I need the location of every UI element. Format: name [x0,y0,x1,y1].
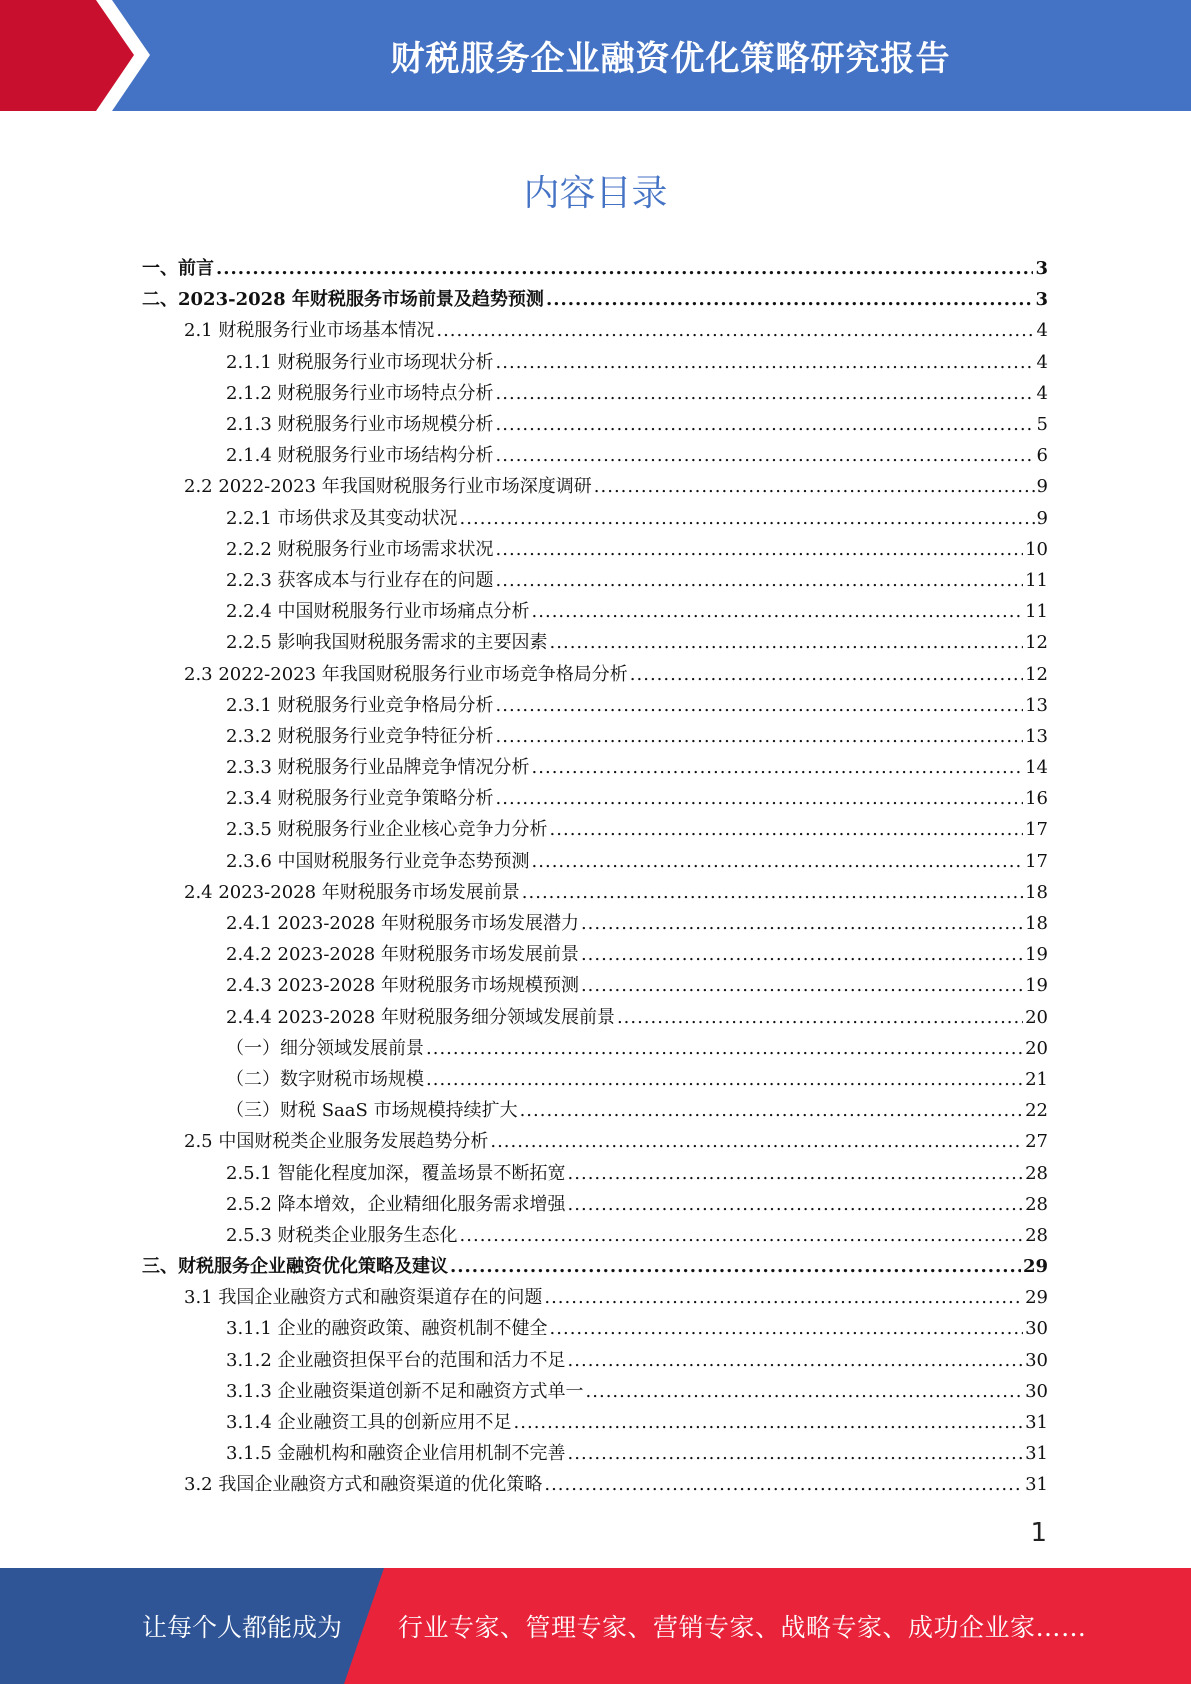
toc-entry-label: （一）细分领域发展前景 [226,1037,424,1059]
toc-heading: 内容目录 [523,173,668,214]
toc-leader-dots [522,877,1023,908]
toc-entry-page: 16 [1025,788,1048,810]
toc-entry[interactable] [142,596,1048,627]
toc-entry[interactable] [142,503,1048,534]
toc-entry-page: 30 [1025,1318,1048,1340]
toc-entry-page: 5 [1036,414,1048,436]
toc-leader-dots [532,846,1024,877]
toc-entry-label: 2.4.2 2023-2028 年财税服务市场发展前景 [226,944,579,966]
toc-leader-dots [594,471,1035,502]
toc-entry-label: 2.5 中国财税类企业服务发展趋势分析 [184,1131,489,1153]
toc-entry-page: 19 [1025,944,1048,966]
toc-leader-dots [496,565,1024,596]
page-number: 1 [1030,1518,1047,1548]
toc-entry[interactable] [142,253,1048,284]
toc-entry[interactable] [142,1126,1048,1157]
toc-entry[interactable] [142,378,1048,409]
toc-leader-dots [630,659,1023,690]
toc-entry-page: 3 [1035,289,1048,311]
toc-entry[interactable] [142,1002,1048,1033]
toc-entry-page: 19 [1025,975,1048,997]
toc-entry[interactable] [142,1095,1048,1126]
toc-entry[interactable] [142,1376,1048,1407]
toc-leader-dots [496,721,1024,752]
toc-entry-label: 2.3.3 财税服务行业品牌竞争情况分析 [226,757,530,779]
toc-entry-page: 27 [1025,1131,1048,1153]
toc-leader-dots [496,534,1024,565]
toc-entry-label: 2.2.2 财税服务行业市场需求状况 [226,538,494,560]
toc-leader-dots [581,908,1023,939]
toc-entry[interactable] [142,1345,1048,1376]
toc-entry-page: 11 [1025,601,1048,623]
toc-entry-page: 20 [1025,1037,1048,1059]
toc-entry-page: 9 [1036,507,1048,529]
toc-entry-label: 2.1.4 财税服务行业市场结构分析 [226,445,494,467]
toc-leader-dots [546,284,1034,315]
toc-entry-label: 2.3 2022-2023 年我国财税服务行业市场竞争格局分析 [184,663,628,685]
toc-entry[interactable] [142,877,1048,908]
toc-entry[interactable] [142,440,1048,471]
toc-leader-dots [544,1282,1023,1313]
toc-entry[interactable] [142,1220,1048,1251]
toc-leader-dots [426,1064,1023,1095]
toc-leader-dots [216,253,1033,284]
toc-leader-dots [532,752,1024,783]
table-of-contents [142,253,1048,1501]
toc-entry[interactable] [142,1313,1048,1344]
toc-leader-dots [617,1002,1023,1033]
toc-entry[interactable] [142,565,1048,596]
toc-leader-dots [586,1376,1024,1407]
toc-entry-page: 31 [1025,1443,1048,1465]
toc-entry-label: 3.1 我国企业融资方式和融资渠道存在的问题 [184,1287,543,1309]
toc-entry[interactable] [142,1251,1048,1282]
toc-entry[interactable] [142,284,1048,315]
toc-entry-page: 28 [1025,1193,1048,1215]
toc-leader-dots [568,1158,1024,1189]
toc-leader-dots [568,1345,1024,1376]
toc-entry-label: 2.4 2023-2028 年财税服务市场发展前景 [184,881,520,903]
toc-entry-page: 12 [1025,663,1048,685]
toc-entry[interactable] [142,534,1048,565]
toc-leader-dots [568,1438,1024,1469]
toc-entry-label: 2.2 2022-2023 年我国财税服务行业市场深度调研 [184,476,592,498]
toc-entry-label: 2.3.2 财税服务行业竞争特征分析 [226,725,494,747]
toc-entry-page: 3 [1035,258,1048,280]
toc-entry-page: 4 [1036,382,1048,404]
toc-entry[interactable] [142,1407,1048,1438]
toc-entry-page: 30 [1025,1349,1048,1371]
toc-entry-label: 2.1.2 财税服务行业市场特点分析 [226,382,494,404]
toc-leader-dots [496,409,1035,440]
toc-entry-label: 3.1.2 企业融资担保平台的范围和活力不足 [226,1349,566,1371]
toc-entry-page: 6 [1036,445,1048,467]
toc-entry[interactable] [142,721,1048,752]
toc-entry-label: 3.1.3 企业融资渠道创新不足和融资方式单一 [226,1380,584,1402]
toc-entry[interactable] [142,315,1048,346]
toc-entry-page: 12 [1025,632,1048,654]
toc-entry-label: 2.1.3 财税服务行业市场规模分析 [226,414,494,436]
toc-leader-dots [550,1313,1024,1344]
toc-entry[interactable] [142,1157,1048,1188]
footer-slogan-left: 让每个人都能成为 [142,1613,343,1642]
toc-entry-label: 一、前言 [142,258,214,280]
toc-leader-dots [550,814,1024,845]
toc-entry-page: 28 [1025,1224,1048,1246]
toc-leader-dots [450,1251,1021,1282]
toc-entry[interactable] [142,1438,1048,1469]
toc-entry[interactable] [142,1469,1048,1500]
toc-leader-dots [532,596,1024,627]
toc-entry-label: 3.2 我国企业融资方式和融资渠道的优化策略 [184,1474,543,1496]
toc-leader-dots [544,1469,1023,1500]
toc-entry-page: 18 [1025,881,1048,903]
toc-entry-page: 20 [1025,1006,1048,1028]
toc-entry[interactable] [142,471,1048,502]
toc-entry-label: 2.5.1 智能化程度加深，覆盖场景不断拓宽 [226,1162,566,1184]
toc-entry-page: 29 [1025,1287,1048,1309]
toc-entry[interactable] [142,752,1048,783]
toc-leader-dots [550,627,1024,658]
toc-entry[interactable] [142,690,1048,721]
toc-entry[interactable] [142,814,1048,845]
toc-entry[interactable] [142,347,1048,378]
toc-entry-label: 2.3.1 财税服务行业竞争格局分析 [226,694,494,716]
document-title: 财税服务企业融资优化策略研究报告 [390,39,951,79]
toc-entry-label: 2.3.4 财税服务行业竞争策略分析 [226,788,494,810]
toc-entry-label: 3.1.4 企业融资工具的创新应用不足 [226,1412,512,1434]
toc-entry-page: 17 [1025,819,1048,841]
footer-banner [0,1568,1191,1684]
toc-leader-dots [514,1407,1024,1438]
toc-leader-dots [460,503,1035,534]
toc-entry[interactable] [142,1282,1048,1313]
toc-entry-label: 三、财税服务企业融资优化策略及建议 [142,1256,448,1278]
toc-leader-dots [496,690,1024,721]
toc-entry-label: 2.5.2 降本增效，企业精细化服务需求增强 [226,1193,566,1215]
toc-entry[interactable] [142,846,1048,877]
toc-leader-dots [496,378,1035,409]
toc-entry-label: 2.4.4 2023-2028 年财税服务细分领域发展前景 [226,1006,615,1028]
toc-entry-label: 2.1 财税服务行业市场基本情况 [184,320,435,342]
toc-entry-page: 29 [1022,1256,1048,1278]
toc-entry-page: 18 [1025,913,1048,935]
toc-entry-page: 21 [1025,1068,1048,1090]
toc-entry-label: 2.2.5 影响我国财税服务需求的主要因素 [226,632,548,654]
toc-entry-label: （二）数字财税市场规模 [226,1068,424,1090]
toc-entry[interactable] [142,409,1048,440]
footer-slogan-right: 行业专家、管理专家、营销专家、战略专家、成功企业家…… [398,1613,1087,1642]
toc-entry-label: 2.3.6 中国财税服务行业竞争态势预测 [226,850,530,872]
toc-entry[interactable] [142,1189,1048,1220]
toc-entry-label: （三）财税 SaaS 市场规模持续扩大 [226,1100,518,1122]
toc-entry-label: 2.4.1 2023-2028 年财税服务市场发展潜力 [226,913,579,935]
toc-leader-dots [496,440,1035,471]
toc-entry[interactable] [142,627,1048,658]
toc-entry-page: 14 [1025,757,1048,779]
toc-entry[interactable] [142,1064,1048,1095]
toc-leader-dots [490,1126,1023,1157]
toc-entry-page: 13 [1025,694,1048,716]
toc-entry-label: 2.3.5 财税服务行业企业核心竞争力分析 [226,819,548,841]
toc-entry[interactable] [142,970,1048,1001]
toc-entry[interactable] [142,939,1048,970]
toc-entry-page: 31 [1025,1474,1048,1496]
toc-entry-page: 31 [1025,1412,1048,1434]
toc-entry-page: 10 [1025,538,1048,560]
toc-entry-page: 4 [1036,320,1048,342]
toc-entry-label: 2.2.3 获客成本与行业存在的问题 [226,569,494,591]
toc-leader-dots [496,347,1035,378]
toc-entry-page: 13 [1025,725,1048,747]
toc-leader-dots [520,1095,1024,1126]
toc-entry-label: 二、2023-2028 年财税服务市场前景及趋势预测 [142,289,544,311]
toc-entry[interactable] [142,908,1048,939]
toc-entry[interactable] [142,783,1048,814]
toc-entry-page: 22 [1025,1100,1048,1122]
toc-entry[interactable] [142,658,1048,689]
toc-entry-page: 9 [1036,476,1048,498]
toc-entry-page: 11 [1025,569,1048,591]
toc-leader-dots [460,1220,1024,1251]
toc-leader-dots [581,939,1023,970]
toc-entry-label: 2.4.3 2023-2028 年财税服务市场规模预测 [226,975,579,997]
toc-entry-page: 30 [1025,1380,1048,1402]
toc-entry-label: 2.5.3 财税类企业服务生态化 [226,1224,458,1246]
toc-leader-dots [426,1033,1023,1064]
toc-leader-dots [496,783,1024,814]
header-banner [0,0,1191,111]
toc-entry[interactable] [142,1033,1048,1064]
toc-leader-dots [436,315,1034,346]
toc-entry-page: 17 [1025,850,1048,872]
toc-leader-dots [568,1189,1024,1220]
toc-entry-label: 3.1.1 企业的融资政策、融资机制不健全 [226,1318,548,1340]
toc-entry-label: 2.2.4 中国财税服务行业市场痛点分析 [226,601,530,623]
toc-entry-label: 2.2.1 市场供求及其变动状况 [226,507,458,529]
toc-entry-page: 4 [1036,351,1048,373]
toc-entry-page: 28 [1025,1162,1048,1184]
toc-entry-label: 2.1.1 财税服务行业市场现状分析 [226,351,494,373]
toc-leader-dots [581,970,1023,1001]
toc-entry-label: 3.1.5 金融机构和融资企业信用机制不完善 [226,1443,566,1465]
